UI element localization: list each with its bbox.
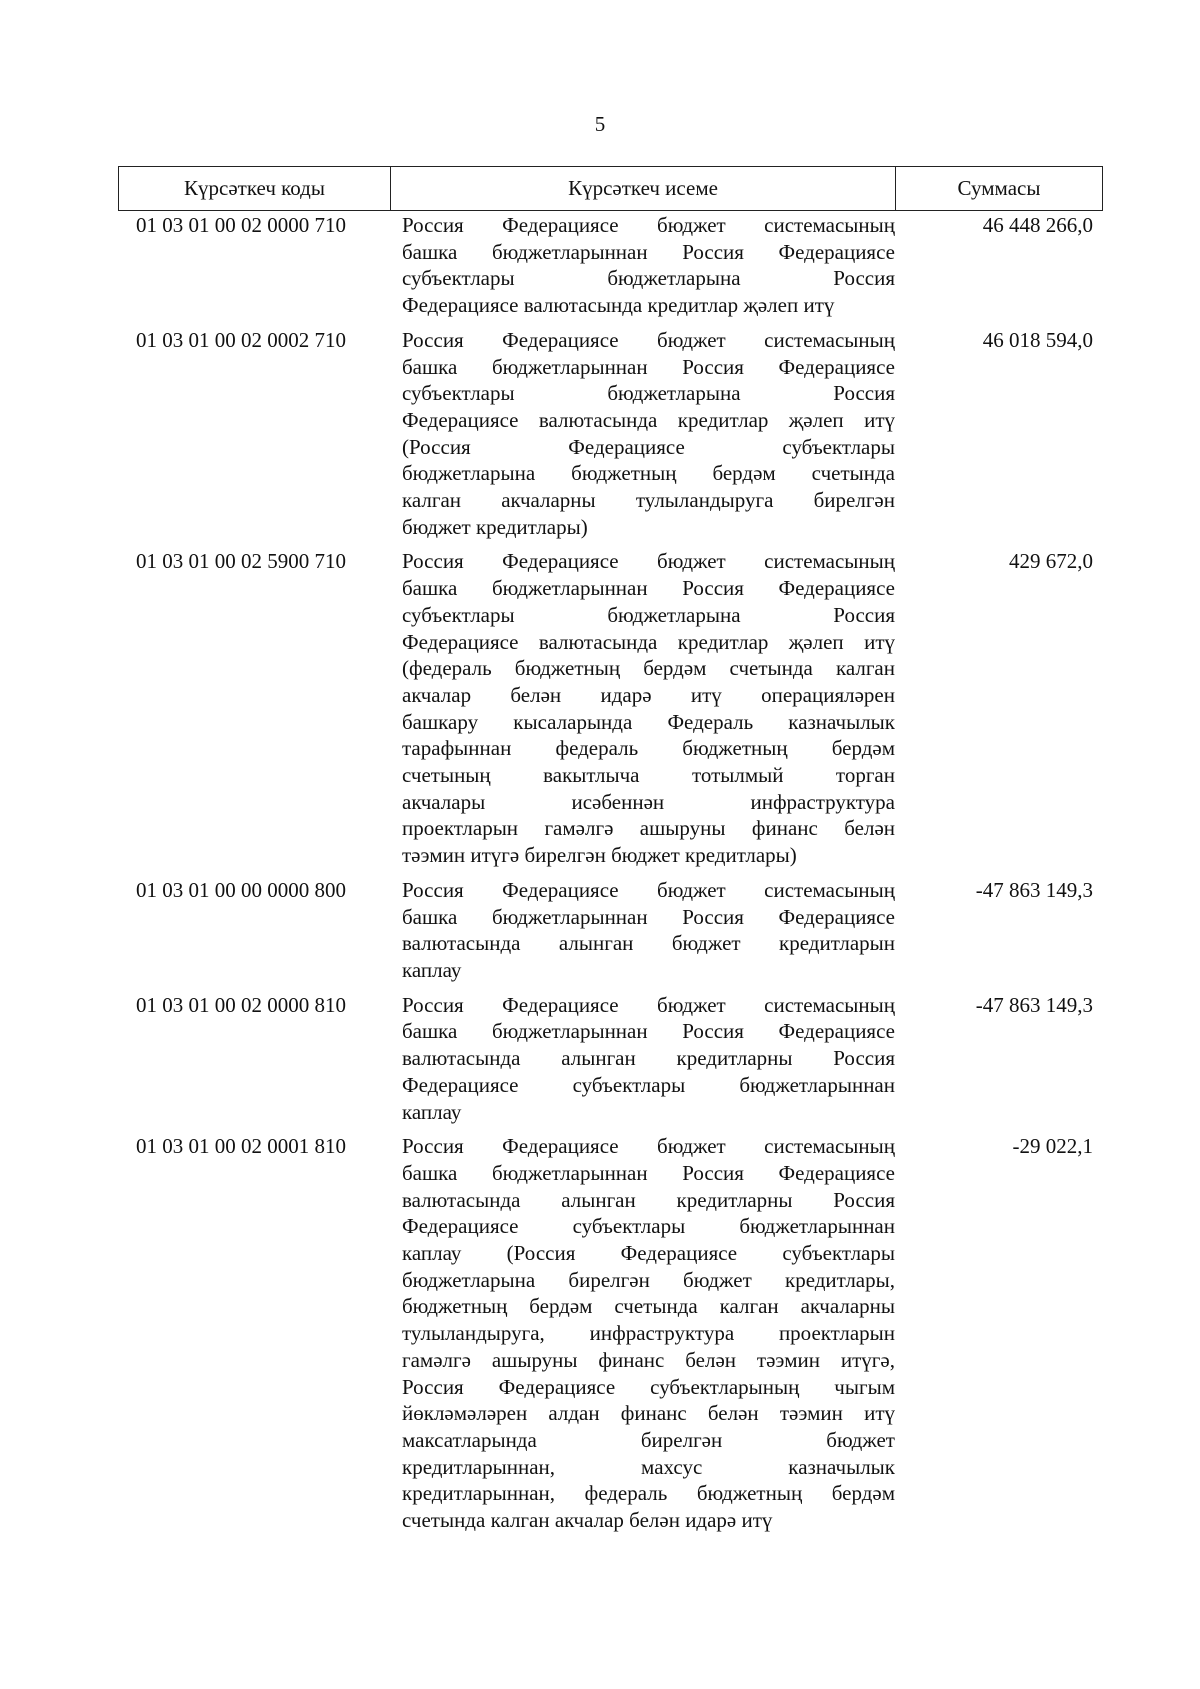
indicator-sum: 46 448 266,0 — [982, 213, 1093, 237]
indicator-name-line: Россия Федерациясе бюджет системасының — [402, 1134, 895, 1159]
indicator-name-line: (федераль бюджетның бердәм счетында калган — [402, 656, 895, 681]
table-row — [118, 548, 1103, 868]
indicator-name-line: Россия Федерациясе бюджет системасының — [402, 549, 895, 574]
indicator-name-line: валютасында алынган кредитларны Россия — [402, 1187, 895, 1212]
indicator-name-line: бюджет кредитлары) — [402, 514, 588, 539]
indicator-code: 01 03 01 00 02 0000 810 — [136, 992, 346, 1017]
indicator-name-line: башка бюджетларыннан Россия Федерациясе — [402, 904, 895, 929]
table-row — [118, 327, 1103, 541]
indicator-name-line: башка бюджетларыннан Россия Федерациясе — [402, 1160, 895, 1185]
indicator-name — [390, 1133, 895, 1534]
indicator-name-line: бюджетларына бирелгән бюджет кредитлары, — [402, 1267, 895, 1292]
indicator-name-line: субъектлары бюджетларына Россия — [402, 266, 895, 291]
indicator-name-line: Россия Федерациясе субъектларының чыгым — [402, 1374, 895, 1399]
indicator-name-line: Федерациясе валютасында кредитлар җәлеп итү — [402, 629, 895, 654]
header-code: Күрсәткеч коды — [119, 167, 391, 210]
indicator-name-line: субъектлары бюджетларына Россия — [402, 381, 895, 406]
indicator-name-line: башка бюджетларыннан Россия Федерациясе — [402, 239, 895, 264]
indicator-name — [390, 212, 895, 319]
indicator-name-line: Россия Федерациясе бюджет системасының — [402, 877, 895, 902]
indicator-name-line: проектларын гамәлгә ашыруны финанс белән — [402, 816, 895, 841]
indicator-name-line: каплау — [402, 1099, 462, 1124]
indicator-name-line: тәэмин итүгә бирелгән бюджет кредитлары) — [402, 843, 797, 868]
indicator-name-line: Россия Федерациясе бюджет системасының — [402, 992, 895, 1017]
indicator-code: 01 03 01 00 02 5900 710 — [136, 549, 346, 574]
indicator-name — [390, 877, 895, 984]
indicator-name-line: Россия Федерациясе бюджет системасының — [402, 327, 895, 352]
indicator-sum: -47 863 149,3 — [975, 992, 1093, 1017]
indicator-name-line: тарафыннан федераль бюджетның бердәм — [402, 736, 895, 761]
indicator-sum: -47 863 149,3 — [975, 877, 1093, 902]
indicator-name-line: Федерациясе субъектлары бюджетларыннан — [402, 1214, 895, 1239]
indicator-name-line: субъектлары бюджетларына Россия — [402, 602, 895, 627]
indicator-sum: 429 672,0 — [1009, 549, 1093, 574]
indicator-name-line: башкару кысаларында Федераль казначылык — [402, 709, 895, 734]
indicator-name-line: акчалар белән идарә итү операцияләрен — [402, 682, 895, 707]
indicator-name-line: тулыландыруга, инфраструктура проектларын — [402, 1321, 895, 1346]
table-row — [118, 877, 1103, 984]
indicator-name-line: валютасында алынган кредитларны Россия — [402, 1046, 895, 1071]
indicator-name-line: (Россия Федерациясе субъектлары — [402, 434, 895, 459]
indicator-name-line: Федерациясе валютасында кредитлар җәлеп итү — [402, 407, 895, 432]
page-number: 5 — [594, 112, 606, 136]
table-row — [118, 992, 1103, 1126]
table-row — [118, 212, 1103, 319]
indicator-name-line: кредитларыннан, федераль бюджетның бердәм — [402, 1481, 895, 1506]
indicator-name-line: бюджетның бердәм счетында калган акчаларны — [402, 1294, 895, 1319]
table-row — [118, 1133, 1103, 1534]
indicator-sum: -29 022,1 — [1012, 1134, 1093, 1159]
indicator-sum: 46 018 594,0 — [982, 327, 1093, 352]
indicator-name-line: каплау (Россия Федерациясе субъектлары — [402, 1241, 895, 1266]
indicator-name-line: Россия Федерациясе бюджет системасының — [402, 213, 895, 237]
header-name: Күрсәткеч исеме — [391, 167, 896, 210]
indicator-code: 01 03 01 00 02 0001 810 — [136, 1134, 346, 1159]
indicator-name-line: валютасында алынган бюджет кредитларын — [402, 931, 895, 956]
indicator-name-line: башка бюджетларыннан Россия Федерациясе — [402, 1019, 895, 1044]
indicator-name-line: йөкләмәләрен алдан финанс белән тәэмин итү — [402, 1401, 895, 1426]
indicator-name-line: кредитларыннан, махсус казначылык — [402, 1454, 895, 1479]
indicator-name-line: счетының вакытлыча тотылмый торган — [402, 763, 895, 788]
indicator-name-line: каплау — [402, 957, 462, 982]
indicator-name-line: Федерациясе валютасында кредитлар җәлеп итү — [402, 293, 835, 318]
indicator-code: 01 03 01 00 02 0000 710 — [136, 213, 346, 237]
header-sum: Суммасы — [957, 176, 1041, 200]
indicator-name-line: бюджетларына бюджетның бердәм счетында — [402, 461, 895, 486]
indicator-code: 01 03 01 00 02 0002 710 — [136, 327, 346, 352]
table-header — [118, 166, 1103, 211]
indicator-name-line: максатларында бирелгән бюджет — [402, 1427, 895, 1452]
indicator-name-line: калган акчаларны тулыландыруга бирелгән — [402, 488, 895, 513]
indicator-name-line: Федерациясе субъектлары бюджетларыннан — [402, 1072, 895, 1097]
indicator-name-line: счетында калган акчалар белән идарә итү — [402, 1508, 773, 1533]
table-body — [118, 212, 1103, 1542]
indicator-name-line: акчалары исәбеннән инфраструктура — [402, 789, 895, 814]
indicator-name-line: башка бюджетларыннан Россия Федерациясе — [402, 576, 895, 601]
indicator-name-line: башка бюджетларыннан Россия Федерациясе — [402, 354, 895, 379]
indicator-code: 01 03 01 00 00 0000 800 — [136, 877, 346, 902]
indicator-name — [390, 992, 895, 1126]
indicator-name-line: гамәлгә ашыруны финанс белән тәэмин итүгә, — [402, 1347, 895, 1372]
indicator-name — [390, 548, 895, 868]
indicator-name — [390, 327, 895, 541]
